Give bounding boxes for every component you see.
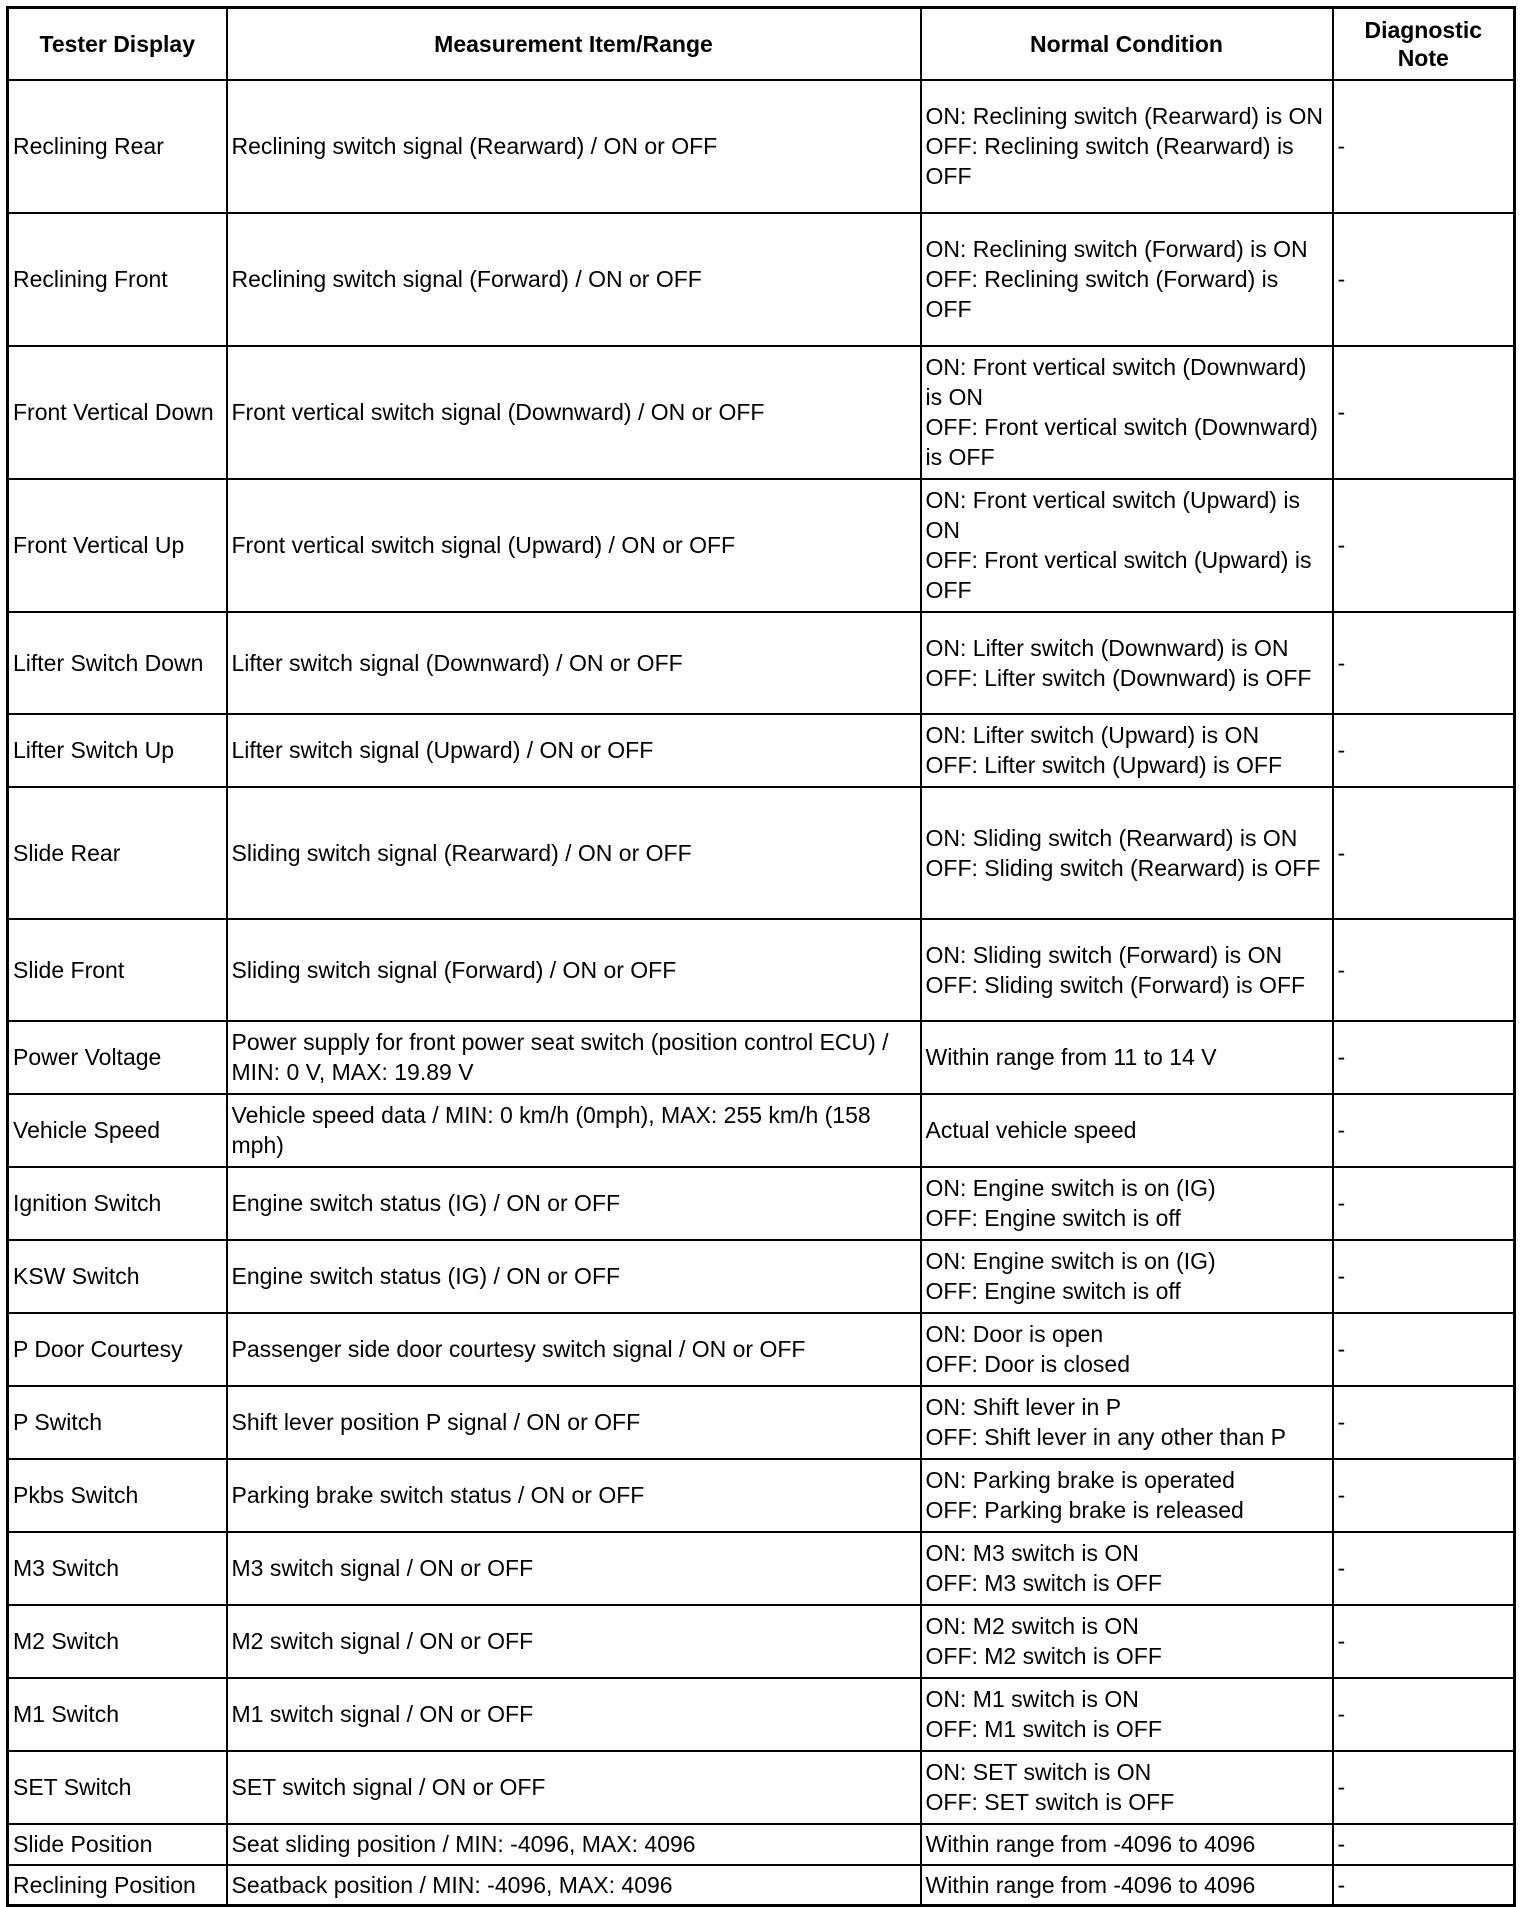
tester-display-cell: P Door Courtesy [8, 1313, 227, 1386]
tester-display-cell: Pkbs Switch [8, 1459, 227, 1532]
normal-condition-cell [921, 1865, 1333, 1906]
condition-line: OFF: Sliding switch (Forward) is OFF [925, 971, 1306, 998]
condition-line: OFF: Lifter switch (Downward) is OFF [925, 664, 1312, 691]
condition-line: OFF: Engine switch is off [925, 1278, 1181, 1304]
condition-line: OFF: Shift lever in any other than P [925, 1424, 1286, 1450]
diagnostic-note-cell: - [1333, 1021, 1515, 1094]
condition-line: OFF: Sliding switch (Rearward) is OFF [925, 854, 1321, 881]
condition-line: Within range from 11 to 14 V [925, 1044, 1217, 1070]
condition-line: ON: Front vertical switch (Upward) is ON [925, 487, 1300, 543]
table-row [8, 612, 1515, 714]
table-row [8, 919, 1515, 1021]
measurement-item-cell: Sliding switch signal (Rearward) / ON or OFF [227, 787, 921, 919]
table-row [8, 1532, 1515, 1605]
condition-line: Actual vehicle speed [925, 1117, 1137, 1143]
condition-line: ON: Lifter switch (Downward) is ON [925, 634, 1289, 661]
condition-line: ON: Lifter switch (Upward) is ON [925, 722, 1260, 748]
table-row [8, 1824, 1515, 1865]
condition-line: OFF: Reclining switch (Forward) is OFF [925, 266, 1279, 322]
table-row [8, 714, 1515, 787]
condition-line: ON: Reclining switch (Forward) is ON [925, 236, 1308, 262]
diagnostic-note-cell: - [1333, 714, 1515, 787]
header-normal-condition: Normal Condition [921, 8, 1333, 80]
table-row [8, 1459, 1515, 1532]
diagnostic-note-cell: - [1333, 80, 1515, 213]
measurement-item-cell: Sliding switch signal (Forward) / ON or OFF [227, 919, 921, 1021]
normal-condition-cell [921, 787, 1333, 919]
measurement-item-cell: Seatback position / MIN: -4096, MAX: 4096 [227, 1865, 921, 1906]
diagnostic-note-cell: - [1333, 1605, 1515, 1678]
diagnostic-note-cell: - [1333, 1167, 1515, 1240]
condition-line: ON: Door is open [925, 1321, 1104, 1347]
measurement-item-cell: M2 switch signal / ON or OFF [227, 1605, 921, 1678]
table-row [8, 1386, 1515, 1459]
table-row [8, 1865, 1515, 1906]
tester-display-cell: Reclining Rear [8, 80, 227, 213]
normal-condition-cell [921, 1678, 1333, 1751]
table-row [8, 1021, 1515, 1094]
measurement-item-cell: Vehicle speed data / MIN: 0 km/h (0mph), MAX: 255 km/h (158 mph) [227, 1094, 921, 1167]
condition-line: ON: Front vertical switch (Downward) is ON [925, 354, 1307, 410]
diagnostic-note-cell: - [1333, 1386, 1515, 1459]
tester-display-cell: Ignition Switch [8, 1167, 227, 1240]
table-row [8, 1678, 1515, 1751]
tester-display-cell: SET Switch [8, 1751, 227, 1824]
table-row [8, 787, 1515, 919]
condition-line: ON: Engine switch is on (IG) [925, 1248, 1216, 1274]
diagnostic-note-cell: - [1333, 1240, 1515, 1313]
table-row [8, 1605, 1515, 1678]
diagnostic-note-cell: - [1333, 1532, 1515, 1605]
normal-condition-cell [921, 479, 1333, 612]
measurement-item-cell: Passenger side door courtesy switch signal / ON or OFF [227, 1313, 921, 1386]
tester-display-cell: M2 Switch [8, 1605, 227, 1678]
normal-condition-cell [921, 1240, 1333, 1313]
condition-line: OFF: Reclining switch (Rearward) is OFF [925, 133, 1294, 189]
table-row [8, 1240, 1515, 1313]
normal-condition-cell [921, 1386, 1333, 1459]
measurement-item-cell: SET switch signal / ON or OFF [227, 1751, 921, 1824]
tester-display-cell: Front Vertical Down [8, 346, 227, 479]
diagnostic-note-cell: - [1333, 1313, 1515, 1386]
condition-line: OFF: M3 switch is OFF [925, 1570, 1162, 1596]
normal-condition-cell [921, 1167, 1333, 1240]
diagnostic-note-cell: - [1333, 787, 1515, 919]
condition-line: ON: SET switch is ON [925, 1759, 1152, 1785]
measurement-item-cell: Lifter switch signal (Upward) / ON or OFF [227, 714, 921, 787]
diagnostic-note-cell: - [1333, 1094, 1515, 1167]
condition-line: OFF: Engine switch is off [925, 1205, 1181, 1231]
table-row [8, 80, 1515, 213]
measurement-item-cell: Seat sliding position / MIN: -4096, MAX: 4096 [227, 1824, 921, 1865]
measurement-item-cell: Power supply for front power seat switch (position control ECU) / MIN: 0 V, MAX: 19.89 V [227, 1021, 921, 1094]
condition-line: OFF: M2 switch is OFF [925, 1643, 1162, 1669]
header-row [8, 8, 1515, 80]
tester-display-cell: Reclining Front [8, 213, 227, 346]
data-list-table [6, 6, 1516, 1907]
condition-line: ON: Reclining switch (Rearward) is ON [925, 103, 1323, 129]
condition-line: ON: Parking brake is operated [925, 1467, 1235, 1493]
condition-line: Within range from -4096 to 4096 [925, 1871, 1256, 1898]
condition-line: OFF: Parking brake is released [925, 1497, 1244, 1523]
condition-line: OFF: Door is closed [925, 1351, 1130, 1377]
condition-line: ON: Engine switch is on (IG) [925, 1175, 1216, 1201]
measurement-item-cell: Engine switch status (IG) / ON or OFF [227, 1240, 921, 1313]
table-row [8, 1751, 1515, 1824]
measurement-item-cell: Parking brake switch status / ON or OFF [227, 1459, 921, 1532]
diagnostic-note-cell: - [1333, 1824, 1515, 1865]
diagnostic-note-cell: - [1333, 919, 1515, 1021]
measurement-item-cell: Shift lever position P signal / ON or OFF [227, 1386, 921, 1459]
table-row [8, 1313, 1515, 1386]
diagnostic-note-cell: - [1333, 479, 1515, 612]
condition-line: Within range from -4096 to 4096 [925, 1831, 1256, 1857]
tester-display-cell: Lifter Switch Up [8, 714, 227, 787]
tester-display-cell: P Switch [8, 1386, 227, 1459]
condition-line: ON: Sliding switch (Rearward) is ON [925, 824, 1298, 851]
measurement-item-cell: Reclining switch signal (Forward) / ON or OFF [227, 213, 921, 346]
normal-condition-cell [921, 1751, 1333, 1824]
normal-condition-cell [921, 213, 1333, 346]
normal-condition-cell [921, 1094, 1333, 1167]
table-row [8, 1094, 1515, 1167]
condition-line: ON: M2 switch is ON [925, 1613, 1139, 1639]
measurement-item-cell: Front vertical switch signal (Upward) / ON or OFF [227, 479, 921, 612]
normal-condition-cell [921, 1532, 1333, 1605]
diagnostic-note-cell: - [1333, 1751, 1515, 1824]
diagnostic-note-cell: - [1333, 1865, 1515, 1906]
normal-condition-cell [921, 1605, 1333, 1678]
tester-display-cell: Front Vertical Up [8, 479, 227, 612]
header-tester-display: Tester Display [8, 8, 227, 80]
measurement-item-cell: M3 switch signal / ON or OFF [227, 1532, 921, 1605]
tester-display-cell: Vehicle Speed [8, 1094, 227, 1167]
condition-line: OFF: Lifter switch (Upward) is OFF [925, 752, 1283, 778]
tester-display-cell: Reclining Position [8, 1865, 227, 1906]
normal-condition-cell [921, 1021, 1333, 1094]
condition-line: OFF: Front vertical switch (Upward) is OFF [925, 547, 1312, 603]
table-row [8, 213, 1515, 346]
normal-condition-cell [921, 612, 1333, 714]
normal-condition-cell [921, 346, 1333, 479]
condition-line: OFF: Front vertical switch (Downward) is OFF [925, 414, 1318, 470]
normal-condition-cell [921, 714, 1333, 787]
tester-display-cell: M3 Switch [8, 1532, 227, 1605]
normal-condition-cell [921, 80, 1333, 213]
header-measurement-item: Measurement Item/Range [227, 8, 921, 80]
measurement-item-cell: Engine switch status (IG) / ON or OFF [227, 1167, 921, 1240]
normal-condition-cell [921, 1459, 1333, 1532]
tester-display-cell: M1 Switch [8, 1678, 227, 1751]
condition-line: ON: M3 switch is ON [925, 1540, 1139, 1566]
diagnostic-note-cell: - [1333, 1678, 1515, 1751]
condition-line: OFF: M1 switch is OFF [925, 1716, 1162, 1742]
condition-line: ON: M1 switch is ON [925, 1686, 1139, 1712]
measurement-item-cell: Front vertical switch signal (Downward) / ON or OFF [227, 346, 921, 479]
measurement-item-cell: Lifter switch signal (Downward) / ON or OFF [227, 612, 921, 714]
table-row [8, 1167, 1515, 1240]
condition-line: ON: Shift lever in P [925, 1394, 1122, 1420]
diagnostic-note-cell: - [1333, 346, 1515, 479]
table-row [8, 346, 1515, 479]
normal-condition-cell [921, 1313, 1333, 1386]
normal-condition-cell [921, 919, 1333, 1021]
measurement-item-cell: Reclining switch signal (Rearward) / ON or OFF [227, 80, 921, 213]
diagnostic-note-cell: - [1333, 612, 1515, 714]
tester-display-cell: Slide Front [8, 919, 227, 1021]
tester-display-cell: Slide Rear [8, 787, 227, 919]
diagnostic-note-cell: - [1333, 213, 1515, 346]
diagnostic-note-cell: - [1333, 1459, 1515, 1532]
tester-display-cell: Slide Position [8, 1824, 227, 1865]
table-row [8, 479, 1515, 612]
header-diagnostic-note: Diagnostic Note [1333, 8, 1515, 80]
condition-line: ON: Sliding switch (Forward) is ON [925, 941, 1283, 968]
tester-display-cell: Power Voltage [8, 1021, 227, 1094]
normal-condition-cell [921, 1824, 1333, 1865]
tester-display-cell: KSW Switch [8, 1240, 227, 1313]
measurement-item-cell: M1 switch signal / ON or OFF [227, 1678, 921, 1751]
tester-display-cell: Lifter Switch Down [8, 612, 227, 714]
condition-line: OFF: SET switch is OFF [925, 1789, 1175, 1815]
